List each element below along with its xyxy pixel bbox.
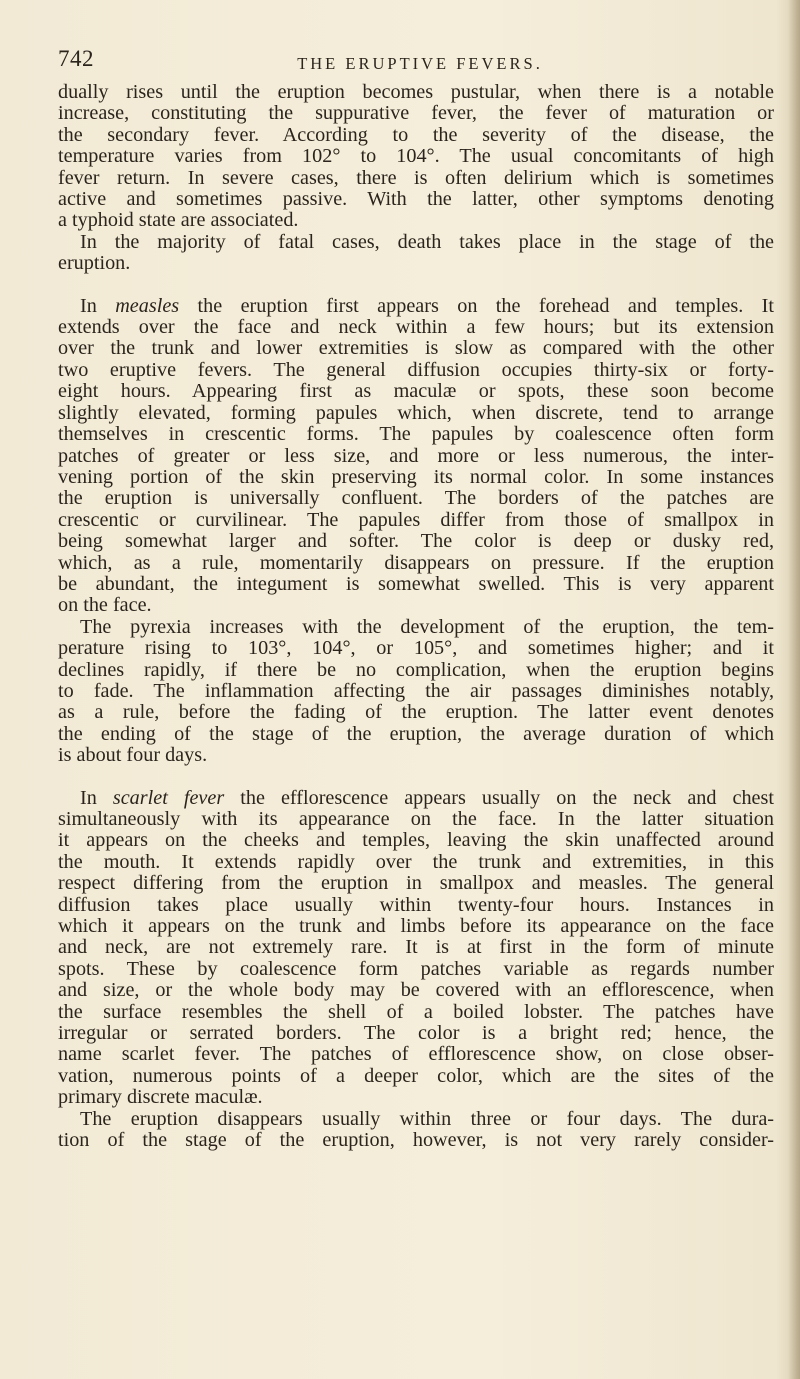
text-line: In the majority of fatal cases, death takes place in the stage of the [80,230,774,253]
text-line: and neck, are not extremely rare. It is at first in the form of minute [58,936,774,959]
line-prefix: In [80,786,113,809]
paragraph-fatal-cases [58,232,774,275]
text-line: name scarlet fever. The patches of efflorescence show, on close obser- [58,1043,774,1066]
text-line: on the face. [58,594,152,617]
text-line: a typhoid state are associated. [58,209,299,232]
text-line: increase, constituting the suppurative fever, the fever of maturation or [58,102,774,125]
text-line: is about four days. [58,744,208,767]
text-line: tion of the stage of the eruption, however, is not very rarely consider- [58,1129,774,1152]
text-line: declines rapidly, if there be no complication, when the eruption begins [58,658,774,681]
text-line: the eruption is universally confluent. The borders of the patches are [58,487,774,510]
text-line: to fade. The inflammation affecting the air passages diminishes notably, [58,679,774,702]
text-line: fever return. In severe cases, there is often delirium which is sometimes [58,166,774,189]
text-line: diffusion takes place usually within twenty-four hours. Instances in [58,893,774,916]
line-prefix: In [80,294,116,317]
text-line: themselves in crescentic forms. The papules by coalescence often form [58,423,774,446]
line-rest: the eruption first appears on the forehead and temples. It [179,294,774,317]
text-line: eight hours. Appearing first as maculæ or spots, these soon become [58,380,774,403]
body-text [58,80,774,1152]
text-line: active and sometimes passive. With the latter, other symptoms denoting [58,188,774,211]
text-line: over the trunk and lower extremities is slow as compared with the other [58,337,774,360]
paragraph-smallpox-continuation [58,82,774,232]
text-line: it appears on the cheeks and temples, leaving the skin unaffected around [58,829,774,852]
line-rest: the efflorescence appears usually on the neck and chest [224,786,774,809]
text-line: extends over the face and neck within a few hours; but its extension [58,316,774,339]
paragraph-scarlet-fever [58,788,774,1109]
text-line [58,296,774,317]
disease-name-measles: measles [115,294,180,317]
text-line: and size, or the whole body may be covered with an efflorescence, when [58,979,774,1002]
text-line: primary discrete maculæ. [58,1086,263,1109]
text-line: the secondary fever. According to the severity of the disease, the [58,123,774,146]
text-line: two eruptive fevers. The general diffusion occupies thirty-six or forty- [58,358,774,381]
running-head: THE ERUPTIVE FEVERS. [297,54,543,73]
text-line: the mouth. It extends rapidly over the trunk and extremities, in this [58,850,774,873]
text-line: temperature varies from 102° to 104°. The usual concomitants of high [58,145,774,168]
text-line: simultaneously with its appearance on the face. In the latter situation [58,808,774,830]
text-line: The eruption disappears usually within three or four days. The dura- [80,1107,774,1130]
paragraph-measles [58,296,774,617]
text-line: which it appears on the trunk and limbs before its appearance on the face [58,915,774,938]
text-line: The pyrexia increases with the development of the eruption, the tem- [80,615,774,638]
paragraph-eruption-duration [58,1109,774,1152]
text-line: the surface resembles the shell of a boiled lobster. The patches have [58,1000,774,1023]
text-line: eruption. [58,252,131,275]
text-line: slightly elevated, forming papules which, when discrete, tend to arrange [58,401,774,424]
text-line [58,788,774,809]
text-line: patches of greater or less size, and more or less numerous, the inter- [58,444,774,467]
text-line: perature rising to 103°, 104°, or 105°, and sometimes higher; and it [58,637,774,660]
text-line: vation, numerous points of a deeper color, which are the sites of the [58,1064,774,1087]
text-line: vening portion of the skin preserving its normal color. In some instances [58,465,774,488]
disease-name-scarlet-fever: scarlet fever [112,786,225,809]
text-line: be abundant, the integument is somewhat swelled. This is very apparent [58,572,774,595]
page-number: 742 [58,46,94,71]
text-line: being somewhat larger and softer. The color is deep or dusky red, [58,530,774,553]
text-line: spots. These by coalescence form patches variable as regards number [58,957,774,980]
page-edge-shadow [788,0,800,1379]
text-line: which, as a rule, momentarily disappears on pressure. If the eruption [58,551,774,574]
text-line: crescentic or curvilinear. The papules differ from those of smallpox in [58,508,774,531]
text-line: as a rule, before the fading of the eruption. The latter event denotes [58,701,774,724]
text-line: dually rises until the eruption becomes pustular, when there is a notable [58,81,774,103]
text-line: irregular or serrated borders. The color is a bright red; hence, the [58,1022,774,1045]
text-line: respect differing from the eruption in smallpox and measles. The general [58,872,774,895]
paragraph-pyrexia [58,617,774,767]
text-line: the ending of the stage of the eruption, the average duration of which [58,722,774,745]
